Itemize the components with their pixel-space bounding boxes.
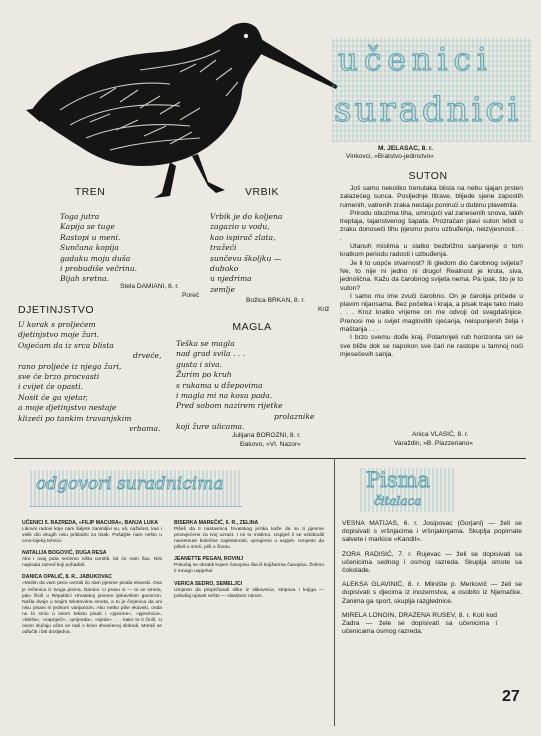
poem-line: i magla mi na kosu pada. — [176, 391, 273, 401]
author-vrbik: Božica BRKAN, 8. r. — [246, 297, 305, 304]
suton-paragraph: Još samo nekoliko trenutaka blista na nebu sjajan prsten zalazećeg sunca. Posljednje titrave, blijede sjene zapostih rumenih, vatrenih zraka nestaju ponirući u dubinu plavetnila. — [340, 185, 523, 209]
answer-text: Ako i ovaj puta nećemo ništa uvrstiti, bit će nam žao. Nisi napisala razred koji pohađaš. — [22, 557, 162, 569]
poem-line: prolaznike — [274, 411, 315, 421]
poem-line: vrbama. — [129, 424, 161, 434]
answer-head: NATALIJA BOGOVIĆ, DUGA RESA — [22, 550, 107, 557]
author-suton: Anica VLASIĆ, 8. r. — [412, 431, 469, 438]
letter-entry — [342, 581, 522, 606]
poem-line: gusta i siva. — [176, 359, 223, 369]
answer-head: BISERKA MAREČIĆ, 6. R., ZELINA — [174, 520, 259, 526]
poem-title-vrbik: VRBIK — [244, 186, 279, 198]
answer-head: VERICA SEDRO, SEMELJCI — [174, 580, 243, 587]
letter-name: ALEKSA GLAVINIĆ, 8. r. — [342, 581, 421, 589]
author-tren: Stela DAMIANI, 8. r. — [120, 283, 179, 290]
poem-line: Sunčana kopija — [60, 243, 119, 253]
place-vrbik: Križ — [318, 306, 330, 313]
poem-magla — [176, 339, 314, 433]
place-suton: Varaždin, »B. Plazzeriano« — [394, 440, 474, 447]
header-credit-author: M. JELASAC, 8. r. — [378, 145, 433, 152]
suton-text — [340, 185, 523, 359]
answer-head: JEANETTE PEGAN, ROVINJ — [174, 556, 244, 563]
poem-title-tren: TREN — [74, 186, 106, 198]
poem-line: U korak s proljećem — [18, 320, 96, 329]
poem-line: drveće, — [133, 351, 162, 361]
poem-line: rano proljeće iz njega žuri, — [18, 361, 122, 371]
letter-name: ZORA RADISIĆ, 7. r. — [342, 550, 413, 558]
poem-line: zagazio u vodu, — [210, 222, 270, 232]
poem-line: sunčevu školjku — — [210, 253, 282, 263]
pisma-banner — [360, 468, 456, 512]
title-block — [332, 38, 532, 142]
odgovori-column-2 — [174, 520, 324, 600]
header-credit-school: Vinkovci, »Bratstvo-jedinstvo« — [346, 153, 434, 160]
poem-line: nad grad svila . . . — [176, 349, 246, 359]
poem-line: Rastopi u meni. — [60, 232, 121, 242]
odgovori-banner — [30, 470, 242, 507]
poem-line: i cvijet će opasti. — [18, 382, 84, 392]
poem-line: Toga jutra — [60, 212, 100, 221]
poem-line: tražeći — [210, 243, 237, 253]
answer-head: UČENICI 5. RAZREDA, »FILIP MACURA«, BANJA LUKA — [22, 520, 159, 526]
letter-text: Josipovac (Gorjani) — želi se dopisivati s vršnjacima i vršnjakinjama. Skuplja popirnate salvete i markice »Kandit«. — [342, 520, 523, 544]
poem-line: s rukama u džepovima — [176, 380, 263, 390]
title-line2: suradnici — [334, 90, 522, 130]
odgovori-banner-text: odgovori suradnicima — [36, 474, 224, 494]
poem-djetinjstvo — [18, 320, 161, 434]
poem-line: duboko — [210, 264, 239, 274]
poem-line: u njedrima — [210, 274, 252, 284]
letter-entry — [342, 612, 497, 637]
letter-text: Koti kod Zadra — žele se dopisivati sa učenicima i učenicama osmog razreda. — [342, 611, 498, 636]
letter-name: MIRELA LONGIN, DRAZENA RUSEV, 8. r. — [342, 611, 471, 619]
suton-paragraph: I brzo svemu dođe kraj. Potamnjeli rub horizonta siri se sve bliže dok se napokon sve čari ne rastope u tamnoj noći mjesečevih sanja. — [340, 334, 523, 358]
poem-line: gadaku moju duša — [60, 253, 131, 263]
letter-text: Mlinište p. Merkovič — želi se dopisivati s djecima iz inozemstva, a osobito iz Njemačke. Zanima ga sport, skuplja razglednice. — [342, 581, 522, 605]
poem-line: zemlje — [210, 284, 235, 294]
letter-name: VESNA MATIJAS, 6. r. — [342, 520, 418, 527]
place-tren: Poreč — [182, 292, 200, 299]
pisma-list — [342, 520, 522, 636]
column-divider — [334, 458, 335, 726]
suton-paragraph: Utanuh mislima u slatko bezbrižno sanjarenje o tom kratkom periodu radosti i uzbuđenja. — [340, 243, 523, 259]
poem-title-magla: MAGLA — [232, 321, 272, 333]
poem-tren — [60, 212, 137, 285]
poem-line: Nosit će ga vjetar, — [18, 392, 88, 402]
answer-text: Likovni radovi koje nam šaljete zanimljivi su, ali, nažalost, kao i velik dio drugih nisu prikladni za tisak. Pošaljite nam nešto u crno-bijeloj tehnici. — [22, 527, 162, 545]
suton-paragraph: I samo mu ime zvuči čarobno. On je čarolija pričede u plavim nijansama. Bez početka i kraja, a pisak traje tako malo . . . Kroz kratko vrijeme on me odvoji od svagdašnjice. Prenosi me u svijet maglovitih sjećanja, neispunjenih želja i maštanja . . . — [340, 292, 523, 334]
suton-title: SUTON — [408, 170, 448, 182]
letter-entry — [342, 520, 522, 545]
section-divider — [14, 458, 526, 459]
place-magla: Đakovo, »VI. Nazor« — [240, 441, 301, 448]
poem-line: Kapija se tuge — [60, 222, 115, 232]
poem-vrbik — [210, 212, 282, 295]
poem-line: sve će brzo procvasti — [18, 372, 100, 382]
poem-line: Osjećam da iz srca blista — [18, 340, 114, 350]
poem-line: Vrbik je do koljena — [210, 212, 283, 221]
poem-line: kao ispirač zlata, — [210, 232, 276, 242]
page-number: 27 — [502, 688, 520, 705]
poem-title-djetinjstvo: DJETINJSTVO — [18, 304, 95, 316]
poem-line: Žurim po kruh — [176, 370, 232, 380]
answer-text: Pišeš da ti nastavnica hrvatskog jezika kaže da su ti pjesme prosvjećene za tvoj uzrast. I mi to mislimo. Uspiješ li se oslobodili nametnute bolečine zapletanosti, vjerujemo u uspjeh. Umjesto da pišeš o smrti, piši o životu. — [174, 527, 324, 551]
suton-paragraph: Je li to uopće stvarnost? Ili gledom dio čarobnog svijeta? Ne, to nije ni jedno ni drugo! Realnost je kruta, siva, jednolična. Kažu da čarobnog svijeta nema. Pa ipak, što je to suton? — [340, 259, 523, 292]
bird-illustration — [20, 10, 340, 200]
poem-line: djetinjstvo moje žuri. — [18, 330, 100, 340]
answer-head: DANICA OPALIĆ, 8. R., JABUKOVAC — [22, 574, 112, 581]
answer-text: Pokušaj se obratiti kojem časopisu ilita ili knjižarima časopisu. Želimo ti mnogo uspjeha! — [174, 563, 324, 575]
answer-text: »Molim da vam pece uvrstiti ilo sam pjesme pisala ekavski. Ova je rečenica iz tvoga pisma, Danice. U pravu si — to se smeta, jako živiš u Republici Hrvatskoj pisemo ijekavskim govorom. Našla dvoje u tvojim tekstovima smeta, a to je činjenica da oni nisu pisani ni jednom varijantom. Ako netko piše ekavski, onda ne bi smio u istom tekstu pisati i »pjesme«, »pjesmica«, »bleša«, »zapriječi«, »prijeoda«, »sjede« . . . kako to ti činiš. U ovom slučaju očito se radi o krivo shvaćenoj slobodi. Moraš se odlučiti i biti dosljedna. — [22, 581, 162, 636]
title-line1: učenici — [338, 42, 493, 78]
suton-paragraph: Prirodu obuzima tiha, umirujući val zanesenih snova, lakih treptaja, tajanstvenog šapata. Prozračan plavi suton lebdi u zraku donoseći tihu pjesmu punu uzbuđenja, neizvjesnosti . . . — [340, 209, 523, 242]
poem-line: Bijah sretna. — [60, 274, 110, 284]
odgovori-column-1 — [22, 520, 162, 636]
letter-text: Rujevac — želi se dopisivati sa učenicima sednog i osmog razreda. Skuplja omote sa čokolade. — [342, 550, 522, 575]
poem-line: Pred sobom nazirem rijetke — [176, 401, 283, 411]
answer-text: Umjesto da prepričavaš slike iz slikovnica, stripova i knjiga — pokušaj opisati nešto — vlastitom rukom. — [174, 587, 324, 599]
pisma-banner-line1: Pisma — [366, 468, 431, 492]
pisma-banner-line2: čitalaca — [374, 494, 422, 508]
author-magla: Julijana BOROZNI, 8. r. — [232, 432, 301, 439]
poem-line: i probudiše večrinu. — [60, 264, 138, 274]
poem-line: Teška se magla — [176, 339, 235, 348]
poem-line: klizeći po tankim travanjskim — [18, 413, 132, 423]
poem-line: koji žure ulicama. — [176, 422, 245, 432]
letter-entry — [342, 551, 522, 576]
poem-line: a moje djetinjstvo nestaje — [18, 403, 117, 413]
